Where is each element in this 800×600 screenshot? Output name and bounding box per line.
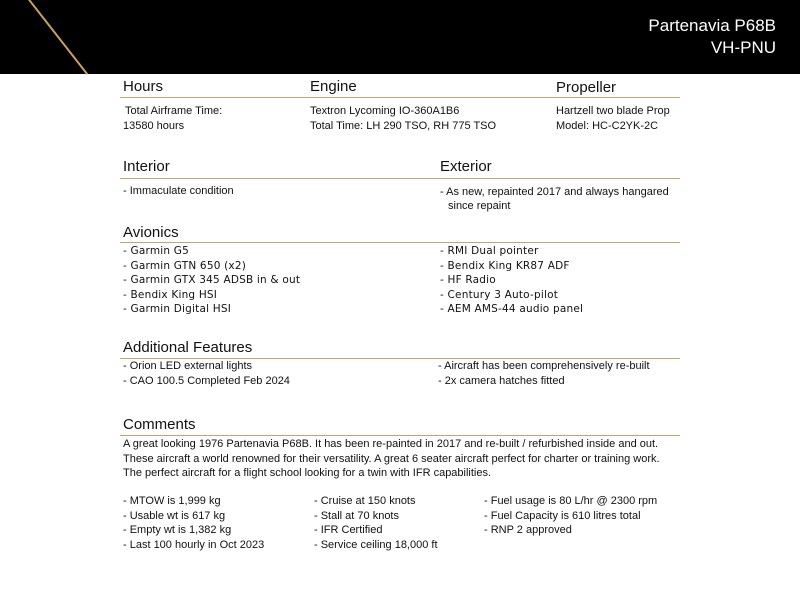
- spec-item: - RNP 2 approved: [484, 524, 572, 536]
- section-rule-hours: [120, 97, 680, 98]
- specs-col-2: [314, 494, 438, 552]
- aircraft-model: Partenavia P68B: [648, 16, 776, 35]
- exterior-heading: Exterior: [440, 158, 492, 175]
- spec-item: - Last 100 hourly in Oct 2023: [123, 538, 265, 551]
- comments-line: A great looking 1976 Partenavia P68B. It has been re-painted in 2017 and re-built / refurbished inside and out.: [123, 438, 659, 450]
- feature-item: - CAO 100.5 Completed Feb 2024: [123, 374, 290, 387]
- exterior-item-cont: since repaint: [448, 200, 511, 212]
- spec-item: - MTOW is 1,999 kg: [123, 495, 221, 507]
- engine-model: Textron Lycoming IO-360A1B6: [310, 105, 460, 117]
- engine-time: Total Time: LH 290 TSO, RH 775 TSO: [310, 120, 497, 132]
- engine-heading: Engine: [310, 78, 357, 95]
- section-rule-comments: [120, 435, 680, 436]
- spec-item: - Empty wt is 1,382 kg: [123, 524, 232, 536]
- interior-item: - Immaculate condition: [123, 185, 234, 197]
- comments-line: These aircraft a world renowned for their versatility. A great 6 seater aircraft perfect for charter or training work.: [123, 452, 660, 465]
- spec-item: - Fuel usage is 80 L/hr @ 2300 rpm: [484, 495, 658, 507]
- specs-col-3: [484, 494, 657, 538]
- propeller-spec: Model: HC-C2YK-2C: [556, 120, 659, 132]
- header-title: [648, 15, 776, 59]
- avionics-item: - Garmin G5: [123, 245, 189, 257]
- hours-label: Total Airframe Time:: [125, 105, 223, 117]
- avionics-item: - Bendix King HSI: [123, 288, 218, 301]
- features-heading: Additional Features: [123, 339, 253, 356]
- section-rule-avionics: [120, 242, 680, 243]
- comments-heading: Comments: [123, 416, 196, 433]
- avionics-list-right: [440, 244, 583, 317]
- features-list-right: [438, 359, 650, 388]
- section-rule-interior: [120, 178, 680, 179]
- aircraft-registration: VH-PNU: [710, 38, 776, 57]
- avionics-item: - Garmin GTX 345 ADSB in & out: [123, 274, 301, 286]
- comments-paragraph: [123, 437, 660, 481]
- feature-item: - Aircraft has been comprehensively re-built: [438, 360, 650, 372]
- spec-item: - Fuel Capacity is 610 litres total: [484, 509, 641, 522]
- spec-item: - IFR Certified: [314, 524, 383, 536]
- feature-item: - 2x camera hatches fitted: [438, 374, 565, 387]
- spec-item: - Stall at 70 knots: [314, 509, 399, 522]
- comments-line: The perfect aircraft for a flight school looking for a twin with IFR capabilities.: [123, 467, 492, 479]
- spec-item: - Service ceiling 18,000 ft: [314, 538, 438, 551]
- avionics-item: - Garmin Digital HSI: [123, 303, 232, 315]
- header-bar: [0, 0, 800, 74]
- exterior-item: - As new, repainted 2017 and always hangared: [440, 186, 669, 198]
- header-accent-line: [28, 0, 88, 75]
- specs-col-1: [123, 494, 264, 552]
- spec-item: - Usable wt is 617 kg: [123, 509, 226, 522]
- avionics-heading: Avionics: [123, 224, 179, 241]
- avionics-list-left: [123, 244, 300, 317]
- hours-value: 13580 hours: [123, 120, 185, 132]
- spec-item: - Cruise at 150 knots: [314, 495, 416, 507]
- avionics-item: - Century 3 Auto-pilot: [440, 288, 559, 301]
- avionics-item: - HF Radio: [440, 274, 496, 286]
- avionics-item: - AEM AMS-44 audio panel: [440, 303, 584, 315]
- avionics-item: - Bendix King KR87 ADF: [440, 259, 570, 272]
- avionics-item: - Garmin GTN 650 (x2): [123, 259, 247, 272]
- features-list-left: [123, 359, 290, 388]
- avionics-item: - RMI Dual pointer: [440, 245, 539, 257]
- feature-item: - Orion LED external lights: [123, 360, 252, 372]
- hours-heading: Hours: [123, 78, 164, 95]
- propeller-heading: Propeller: [556, 79, 617, 96]
- interior-heading: Interior: [123, 158, 170, 175]
- propeller-model: Hartzell two blade Prop: [556, 105, 670, 117]
